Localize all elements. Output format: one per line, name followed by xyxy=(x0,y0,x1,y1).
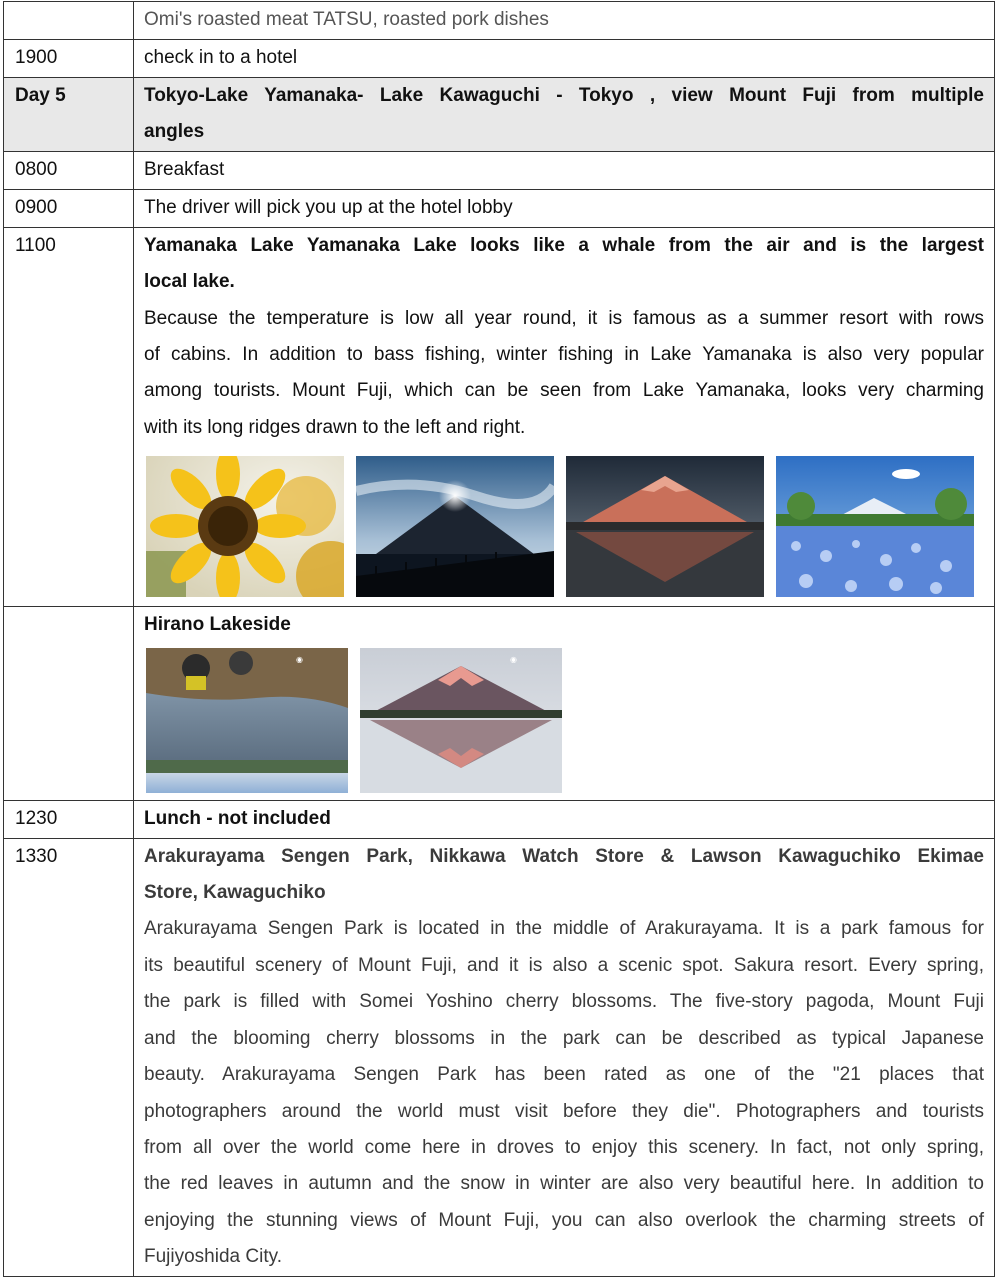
day-title xyxy=(134,78,995,152)
sunflower-photo xyxy=(146,456,344,597)
paragraph-line: with its long ridges drawn to the left and right. xyxy=(144,416,526,438)
paragraph-line: photographers around the world must visit before they die". Photographers and tourists xyxy=(144,1100,984,1122)
paragraph-line: from all over the world come here in droves to enjoy this scenery. In fact, not only spring, xyxy=(144,1136,984,1158)
description-cell xyxy=(134,838,995,1276)
paragraph-line: Arakurayama Sengen Park is located in the middle of Arakurayama. It is a park famous for xyxy=(144,918,984,940)
time-cell: 1330 xyxy=(4,838,134,1276)
paragraph-line: the park is filled with Somei Yoshino cherry blossoms. The five-story pagoda, Mount Fuji xyxy=(144,991,984,1013)
day-title-line: angles xyxy=(144,121,205,143)
description-cell xyxy=(134,607,995,800)
time-cell: 1900 xyxy=(4,40,134,78)
fuji-lake-reflection-photo xyxy=(360,648,562,793)
paragraph-line: of cabins. In addition to bass fishing, winter fishing in Lake Yamanaka is also very popular xyxy=(144,344,984,366)
row-text: The driver will pick you up at the hotel lobby xyxy=(144,196,513,218)
description-cell xyxy=(134,800,995,838)
table-row xyxy=(4,151,995,189)
table-row xyxy=(4,607,995,800)
paragraph-line: its beautiful scenery of Mount Fuji, and it is also a scenic spot. Sakura resort. Every spring, xyxy=(144,954,984,976)
section-heading: local lake. xyxy=(144,271,235,293)
time-cell: 1230 xyxy=(4,800,134,838)
row-text: Lunch - not included xyxy=(144,807,331,829)
row-text: check in to a hotel xyxy=(144,47,298,68)
svg-text:◉: ◉ xyxy=(296,654,303,664)
svg-text:◉: ◉ xyxy=(510,654,517,664)
paragraph-line: the red leaves in autumn and the snow in winter are also very beautiful here. In addition to xyxy=(144,1173,984,1195)
paragraph-line: among tourists. Mount Fuji, which can be seen from Lake Yamanaka, looks very charming xyxy=(144,380,984,402)
time-cell: 1100 xyxy=(4,227,134,606)
description-cell xyxy=(134,189,995,227)
description-cell xyxy=(134,151,995,189)
paragraph-line: Fujiyoshida City. xyxy=(144,1246,282,1268)
time-cell: 0800 xyxy=(4,151,134,189)
paragraph-line: and the blooming cherry blossoms in the park can be described as typical Japanese xyxy=(144,1027,984,1049)
paragraph-line: enjoying the stunning views of Mount Fuji, you can also overlook the charming streets of xyxy=(144,1209,984,1231)
table-row xyxy=(4,189,995,227)
day-header-row xyxy=(4,78,995,152)
description-cell xyxy=(134,227,995,606)
table-row xyxy=(4,800,995,838)
table-row xyxy=(4,838,995,1276)
red-fuji-reflection-photo xyxy=(566,456,764,597)
section-heading: Arakurayama Sengen Park, Nikkawa Watch Store & Lawson Kawaguchiko Ekimae xyxy=(144,845,984,867)
row-text: Breakfast xyxy=(144,158,225,180)
section-heading: Hirano Lakeside xyxy=(144,614,291,636)
day-title-line: Tokyo-Lake Yamanaka- Lake Kawaguchi - Tokyo , view Mount Fuji from multiple xyxy=(144,85,984,106)
day-label: Day 5 xyxy=(4,78,134,152)
table-row xyxy=(4,40,995,78)
nemophila-field-photo xyxy=(776,456,974,597)
lakeside-shore-photo xyxy=(146,648,348,793)
time-cell: 0900 xyxy=(4,189,134,227)
table-row xyxy=(4,2,995,40)
section-heading: Yamanaka Lake Yamanaka Lake looks like a whale from the air and is the largest xyxy=(144,234,984,256)
row-text: Omi's roasted meat TATSU, roasted pork dishes xyxy=(144,9,549,30)
time-cell xyxy=(4,607,134,800)
paragraph-line: beauty. Arakurayama Sengen Park has been rated as one of the "21 places that xyxy=(144,1064,984,1086)
description-cell xyxy=(134,40,995,78)
photo-strip xyxy=(144,644,984,800)
section-heading: Store, Kawaguchiko xyxy=(144,882,326,904)
description-cell xyxy=(134,2,995,40)
time-cell xyxy=(4,2,134,40)
paragraph-line: Because the temperature is low all year round, it is famous as a summer resort with rows xyxy=(144,307,984,329)
diamond-fuji-photo xyxy=(356,456,554,597)
itinerary-table xyxy=(3,1,995,1277)
photo-strip xyxy=(144,446,984,606)
table-row xyxy=(4,227,995,606)
